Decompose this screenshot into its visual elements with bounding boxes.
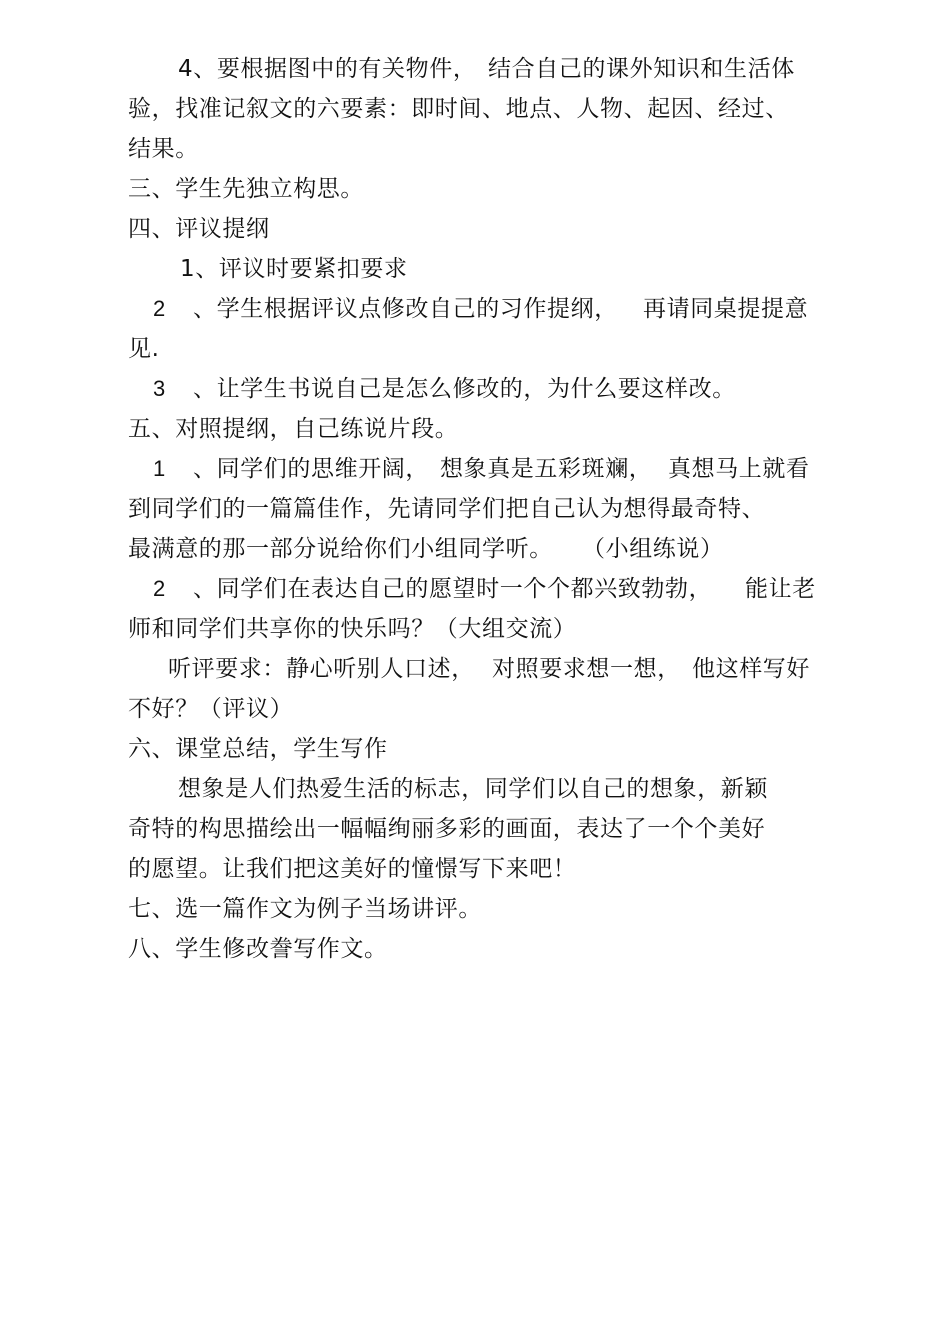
text-line: 、学生根据评议点修改自己的习作提纲， [193,296,618,322]
text-line: 4、要根据图中的有关物件， [178,56,477,82]
text-line: 、同学们在表达自己的愿望时一个个都兴致勃勃， [193,576,713,602]
text-line: 对照要求想一想， [492,656,681,682]
section-heading: 六、课堂总结，学生写作 [128,736,388,762]
text-line: 1、评议时要紧扣要求 [180,256,408,282]
text-line: 想象真是五彩斑斓， [440,456,653,482]
text-line: 想象是人们热爱生活的标志，同学们以自己的想象，新颖 [178,776,768,802]
text-line: 、让学生书说自己是怎么修改的，为什么要这样改。 [193,376,736,402]
text-line: 到同学们的一篇篇佳作，先请同学们把自己认为想得最奇特、 [128,496,766,522]
text-line: 结合自己的课外知识和生活体 [488,56,795,82]
text-line: 不好？（评议） [128,696,294,722]
item-number: 2 [153,576,166,601]
text-line: 、同学们的思维开阔， [193,456,429,482]
item-number: 2 [153,296,166,321]
section-heading: 七、选一篇作文为例子当场讲评。 [128,896,482,922]
text-line: 再请同桌提提意 [643,296,809,322]
item-number: 3 [153,376,166,401]
section-heading: 三、学生先独立构思。 [128,176,364,202]
text-line: 能让老 [745,576,816,602]
text-line: 师和同学们共享你的快乐吗？（大组交流） [128,616,577,642]
text-line: 见. [128,336,160,362]
text-line: 听评要求：静心听别人口述， [168,656,475,682]
text-line: 真想马上就看 [668,456,810,482]
section-heading: 八、学生修改誊写作文。 [128,936,388,962]
item-number: 1 [153,456,166,481]
text-line: 他这样写好 [692,656,810,682]
section-heading: 五、对照提纲，自己练说片段。 [128,416,459,442]
text-line: （小组练说） [582,536,724,562]
section-heading: 四、评议提纲 [128,216,270,242]
text-line: 奇特的构思描绘出一幅幅绚丽多彩的画面，表达了一个个美好 [128,816,766,842]
text-line: 最满意的那一部分说给你们小组同学听。 [128,536,553,562]
text-line: 验，找准记叙文的六要素：即时间、地点、人物、起因、经过、 [128,96,789,122]
text-line: 的愿望。让我们把这美好的憧憬写下来吧！ [128,856,577,882]
text-line: 结果。 [128,136,199,162]
